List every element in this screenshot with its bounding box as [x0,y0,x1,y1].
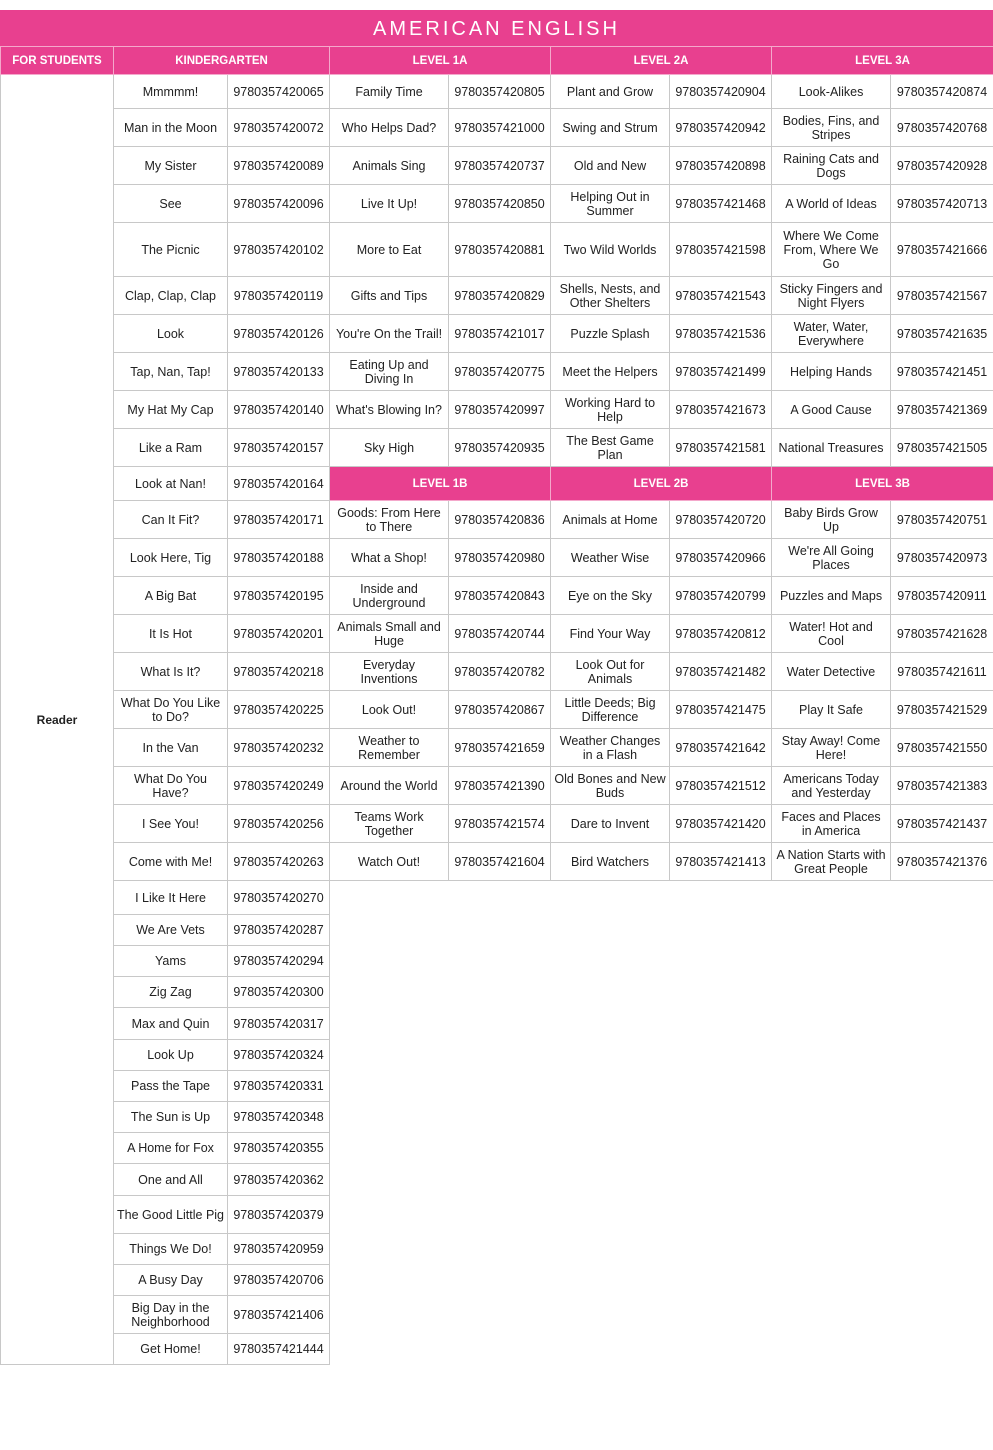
book-title: Sky High [330,429,449,467]
book-isbn: 9780357420096 [228,185,330,223]
book-title: Live It Up! [330,185,449,223]
header-level-3b: LEVEL 3B [772,467,993,501]
book-title: Play It Safe [772,691,891,729]
book-title: What Do You Like to Do? [114,691,228,729]
book-title: More to Eat [330,223,449,277]
book-isbn: 9780357420072 [228,109,330,147]
header-level-2b: LEVEL 2B [551,467,772,501]
book-title: Everyday Inventions [330,653,449,691]
header-kindergarten: KINDERGARTEN [114,47,330,75]
book-title: Animals Small and Huge [330,615,449,653]
book-isbn: 9780357421376 [891,843,993,881]
book-isbn: 9780357420348 [228,1102,330,1133]
table-row [1,277,993,315]
book-isbn: 9780357420850 [449,185,551,223]
book-title: We Are Vets [114,915,228,946]
book-title: Plant and Grow [551,75,670,109]
book-isbn: 9780357420126 [228,315,330,353]
book-isbn: 9780357421666 [891,223,993,277]
table-row [1,691,993,729]
table-row [1,147,993,185]
book-isbn: 9780357421482 [670,653,772,691]
book-title: Bodies, Fins, and Stripes [772,109,891,147]
book-title: The Sun is Up [114,1102,228,1133]
book-title: Look [114,315,228,353]
book-isbn: 9780357420935 [449,429,551,467]
table-row [1,467,993,501]
book-isbn: 9780357421451 [891,353,993,391]
book-title: Water! Hot and Cool [772,615,891,653]
reader-table [0,46,993,1365]
book-title: Where We Come From, Where We Go [772,223,891,277]
book-isbn: 9780357420119 [228,277,330,315]
book-title: Come with Me! [114,843,228,881]
table-row [1,767,993,805]
book-isbn: 9780357420225 [228,691,330,729]
book-isbn: 9780357420829 [449,277,551,315]
book-title: The Good Little Pig [114,1196,228,1234]
book-title: Sticky Fingers and Night Flyers [772,277,891,315]
book-title: Watch Out! [330,843,449,881]
book-isbn: 9780357420362 [228,1164,330,1196]
book-title: What's Blowing In? [330,391,449,429]
book-isbn: 9780357421468 [670,185,772,223]
page-title: AMERICAN ENGLISH [0,10,993,46]
book-title: A Busy Day [114,1265,228,1296]
book-title: Look-Alikes [772,75,891,109]
table-row [1,223,993,277]
book-title: Swing and Strum [551,109,670,147]
book-isbn: 9780357420195 [228,577,330,615]
book-isbn: 9780357421581 [670,429,772,467]
book-title: Water Detective [772,653,891,691]
book-title: Puzzle Splash [551,315,670,353]
book-title: National Treasures [772,429,891,467]
book-title: Teams Work Together [330,805,449,843]
book-isbn: 9780357421406 [228,1296,330,1334]
book-isbn: 9780357420928 [891,147,993,185]
book-title: Animals at Home [551,501,670,539]
book-title: Puzzles and Maps [772,577,891,615]
header-for-students: FOR STUDENTS [1,47,114,75]
book-isbn: 9780357420843 [449,577,551,615]
book-isbn: 9780357420737 [449,147,551,185]
header-level-2a: LEVEL 2A [551,47,772,75]
book-isbn: 9780357420065 [228,75,330,109]
book-title: Family Time [330,75,449,109]
book-title: Dare to Invent [551,805,670,843]
table-row [1,539,993,577]
book-isbn: 9780357420270 [228,881,330,915]
book-isbn: 9780357420942 [670,109,772,147]
book-title: A Home for Fox [114,1133,228,1164]
book-isbn: 9780357421444 [228,1334,330,1365]
book-isbn: 9780357420164 [228,467,330,501]
book-title: Meet the Helpers [551,353,670,391]
book-isbn: 9780357421574 [449,805,551,843]
book-isbn: 9780357420706 [228,1265,330,1296]
book-title: Inside and Underground [330,577,449,615]
book-title: Two Wild Worlds [551,223,670,277]
book-isbn: 9780357420188 [228,539,330,577]
book-isbn: 9780357420768 [891,109,993,147]
book-title: You're On the Trail! [330,315,449,353]
book-title: Look Here, Tig [114,539,228,577]
book-title: Gifts and Tips [330,277,449,315]
book-isbn: 9780357420959 [228,1234,330,1265]
book-title: My Sister [114,147,228,185]
book-isbn: 9780357420287 [228,915,330,946]
book-title: Shells, Nests, and Other Shelters [551,277,670,315]
table-row [1,391,993,429]
table-row [1,353,993,391]
book-isbn: 9780357421598 [670,223,772,277]
book-title: Eating Up and Diving In [330,353,449,391]
book-title: Americans Today and Yesterday [772,767,891,805]
book-isbn: 9780357421383 [891,767,993,805]
book-isbn: 9780357421536 [670,315,772,353]
book-title: Look Out for Animals [551,653,670,691]
book-isbn: 9780357421628 [891,615,993,653]
book-title: Eye on the Sky [551,577,670,615]
book-title: Things We Do! [114,1234,228,1265]
book-isbn: 9780357421604 [449,843,551,881]
table-row [1,615,993,653]
book-isbn: 9780357420256 [228,805,330,843]
book-isbn: 9780357420140 [228,391,330,429]
book-isbn: 9780357420720 [670,501,772,539]
book-title: Max and Quin [114,1008,228,1040]
book-isbn: 9780357420102 [228,223,330,277]
table-row [1,653,993,691]
book-isbn: 9780357420089 [228,147,330,185]
book-isbn: 9780357420867 [449,691,551,729]
book-title: Find Your Way [551,615,670,653]
book-isbn: 9780357421673 [670,391,772,429]
table-row [1,75,993,109]
book-title: Old Bones and New Buds [551,767,670,805]
book-isbn: 9780357420713 [891,185,993,223]
book-isbn: 9780357420898 [670,147,772,185]
book-isbn: 9780357421543 [670,277,772,315]
book-isbn: 9780357421000 [449,109,551,147]
header-row [1,47,993,75]
empty-area [330,881,993,1365]
book-title: Look Out! [330,691,449,729]
reader-label: Reader [1,75,114,1365]
table-row [1,577,993,615]
header-level-1a: LEVEL 1A [330,47,551,75]
book-title: Raining Cats and Dogs [772,147,891,185]
book-isbn: 9780357421659 [449,729,551,767]
book-isbn: 9780357420379 [228,1196,330,1234]
book-isbn: 9780357420812 [670,615,772,653]
book-isbn: 9780357421611 [891,653,993,691]
book-title: Helping Hands [772,353,891,391]
book-isbn: 9780357420300 [228,977,330,1008]
book-isbn: 9780357420331 [228,1071,330,1102]
book-isbn: 9780357420911 [891,577,993,615]
book-title: See [114,185,228,223]
book-title: Weather Wise [551,539,670,577]
book-isbn: 9780357421642 [670,729,772,767]
book-title: Bird Watchers [551,843,670,881]
book-title: Goods: From Here to There [330,501,449,539]
book-title: Get Home! [114,1334,228,1365]
book-isbn: 9780357420744 [449,615,551,653]
book-title: I See You! [114,805,228,843]
book-title: Who Helps Dad? [330,109,449,147]
table-row [1,501,993,539]
book-title: Zig Zag [114,977,228,1008]
book-title: A Good Cause [772,391,891,429]
book-isbn: 9780357420355 [228,1133,330,1164]
book-isbn: 9780357420324 [228,1040,330,1071]
book-title: One and All [114,1164,228,1196]
book-title: Tap, Nan, Tap! [114,353,228,391]
book-title: We're All Going Places [772,539,891,577]
book-isbn: 9780357420997 [449,391,551,429]
book-isbn: 9780357421420 [670,805,772,843]
book-title: What Do You Have? [114,767,228,805]
book-title: Baby Birds Grow Up [772,501,891,539]
table-row [1,729,993,767]
book-isbn: 9780357420218 [228,653,330,691]
book-title: Little Deeds; Big Difference [551,691,670,729]
book-title: My Hat My Cap [114,391,228,429]
book-isbn: 9780357421550 [891,729,993,767]
book-isbn: 9780357421475 [670,691,772,729]
book-title: Working Hard to Help [551,391,670,429]
book-title: I Like It Here [114,881,228,915]
book-title: What a Shop! [330,539,449,577]
header-level-3a: LEVEL 3A [772,47,993,75]
book-title: Weather Changes in a Flash [551,729,670,767]
table-row [1,109,993,147]
book-isbn: 9780357421017 [449,315,551,353]
book-title: Mmmmm! [114,75,228,109]
book-isbn: 9780357421529 [891,691,993,729]
book-title: The Best Game Plan [551,429,670,467]
book-title: Can It Fit? [114,501,228,539]
book-isbn: 9780357420157 [228,429,330,467]
header-level-1b: LEVEL 1B [330,467,551,501]
book-isbn: 9780357421505 [891,429,993,467]
book-isbn: 9780357420751 [891,501,993,539]
book-title: Helping Out in Summer [551,185,670,223]
book-isbn: 9780357420171 [228,501,330,539]
table-row [1,843,993,881]
book-isbn: 9780357420799 [670,577,772,615]
book-isbn: 9780357420775 [449,353,551,391]
book-title: Big Day in the Neighborhood [114,1296,228,1334]
book-title: What Is It? [114,653,228,691]
book-isbn: 9780357420805 [449,75,551,109]
book-title: A Big Bat [114,577,228,615]
book-title: Like a Ram [114,429,228,467]
book-title: In the Van [114,729,228,767]
table-row [1,429,993,467]
book-isbn: 9780357421512 [670,767,772,805]
american-english-sheet [0,10,993,1365]
book-isbn: 9780357421369 [891,391,993,429]
book-title: Pass the Tape [114,1071,228,1102]
book-isbn: 9780357420249 [228,767,330,805]
book-title: Animals Sing [330,147,449,185]
table-row [1,881,993,915]
book-isbn: 9780357420980 [449,539,551,577]
book-isbn: 9780357421499 [670,353,772,391]
book-title: Around the World [330,767,449,805]
table-row [1,315,993,353]
book-title: Yams [114,946,228,977]
book-isbn: 9780357421567 [891,277,993,315]
book-title: Look at Nan! [114,467,228,501]
book-isbn: 9780357420782 [449,653,551,691]
book-isbn: 9780357421413 [670,843,772,881]
book-title: Water, Water, Everywhere [772,315,891,353]
table-row [1,185,993,223]
reader-table-body [1,47,993,1365]
book-isbn: 9780357420836 [449,501,551,539]
book-title: Look Up [114,1040,228,1071]
book-isbn: 9780357420317 [228,1008,330,1040]
book-isbn: 9780357420232 [228,729,330,767]
table-row [1,805,993,843]
book-isbn: 9780357420881 [449,223,551,277]
book-title: A World of Ideas [772,185,891,223]
book-title: Weather to Remember [330,729,449,767]
book-title: Faces and Places in America [772,805,891,843]
book-isbn: 9780357421437 [891,805,993,843]
book-isbn: 9780357420966 [670,539,772,577]
book-title: Clap, Clap, Clap [114,277,228,315]
book-isbn: 9780357420133 [228,353,330,391]
book-isbn: 9780357420874 [891,75,993,109]
book-isbn: 9780357421390 [449,767,551,805]
book-isbn: 9780357420201 [228,615,330,653]
book-title: Stay Away! Come Here! [772,729,891,767]
book-title: It Is Hot [114,615,228,653]
book-isbn: 9780357420294 [228,946,330,977]
book-title: The Picnic [114,223,228,277]
book-title: A Nation Starts with Great People [772,843,891,881]
book-isbn: 9780357421635 [891,315,993,353]
book-isbn: 9780357420904 [670,75,772,109]
book-title: Old and New [551,147,670,185]
book-isbn: 9780357420263 [228,843,330,881]
book-isbn: 9780357420973 [891,539,993,577]
book-title: Man in the Moon [114,109,228,147]
